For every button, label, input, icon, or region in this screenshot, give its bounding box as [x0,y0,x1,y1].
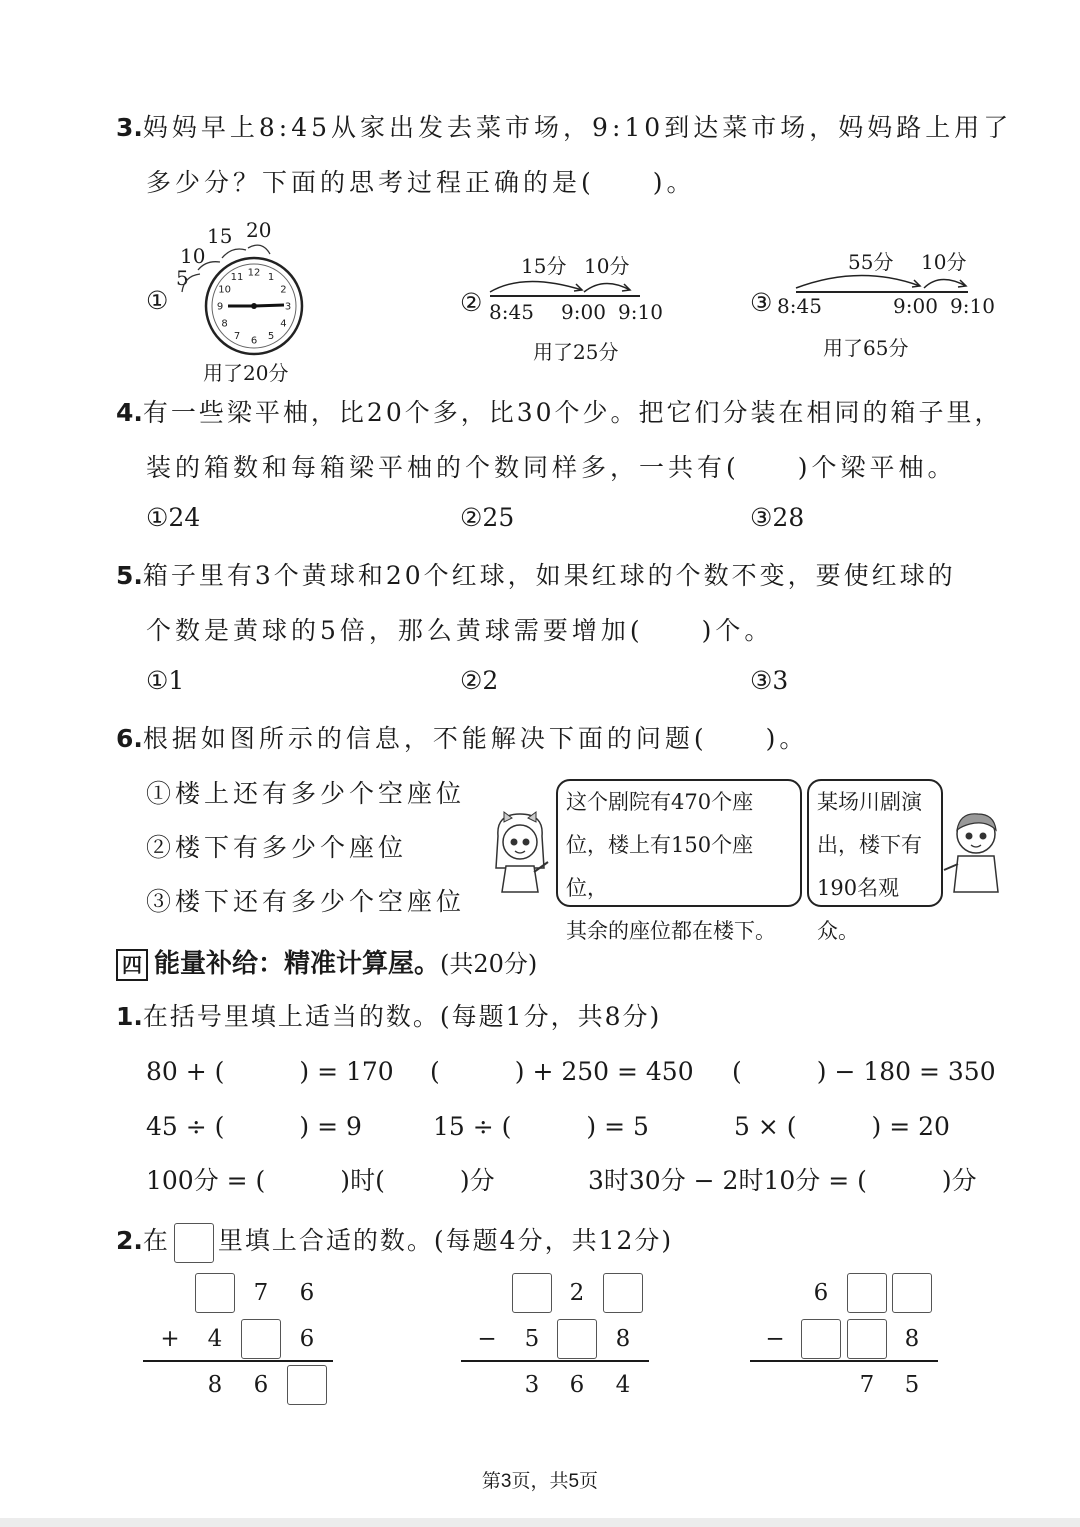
q4-line2: 装的箱数和每箱梁平柚的个数同样多，一共有( )个梁平柚。 [146,453,957,482]
q3-opt3-seg2: 10分 [921,250,967,274]
calc-r2-1: 45 ÷ ( ) = 9 [146,1112,362,1141]
q3-opt2-seg1: 15分 [521,254,567,278]
calc-r1-3: ( ) − 180 = 350 [732,1057,996,1086]
p2-number: 2. [116,1226,143,1255]
q3-line1 [116,108,1012,144]
q5-line1 [116,556,956,592]
calc-r3-1: 100分 = ( )时( )分 [146,1166,495,1195]
q5-text1: 箱子里有3个黄球和20个红球，如果红球的个数不变，要使红球的 [142,561,956,590]
calc-r3-2: 3时30分 − 2时10分 = ( )分 [588,1166,977,1195]
q5-option-3: ③3 [750,666,789,695]
v1-top-ones: 6 [299,1280,315,1306]
q3-opt3-arrows [790,266,980,292]
clock-numeral-9: 9 [216,301,224,313]
q3-opt2-seg2: 10分 [584,254,630,278]
v2-box-mid-tens[interactable] [557,1319,597,1359]
clock-numeral-4: 4 [280,318,287,330]
clock-numeral-11: 11 [230,272,244,284]
q3-opt3-line [796,291,968,293]
v2-res-tens: 6 [569,1372,585,1398]
girl-illustration [488,808,552,898]
q3-opt3-t1: 8:45 [777,294,822,318]
clock-numeral-6: 6 [250,335,258,347]
v3-res-ones: 5 [904,1372,920,1398]
boy-illustration [940,806,1008,894]
v1-mid-ones: 6 [299,1326,315,1352]
v3-box-top-ones[interactable] [892,1273,932,1313]
p2-line [116,1221,673,1263]
q3-opt2-marker: ② [460,288,483,317]
v2-box-top-ones[interactable] [603,1273,643,1313]
clock-numeral-1: 1 [267,272,275,284]
v3-box-top-tens[interactable] [847,1273,887,1313]
q6-number: 6. [116,724,143,753]
clock-numeral-12: 12 [247,267,261,279]
v3-box-mid-tens[interactable] [847,1319,887,1359]
q5-option-1: ①1 [146,666,185,695]
q3-opt3-marker: ③ [750,288,773,317]
q3-opt3-seg1: 55分 [848,250,894,274]
q5-option-2: ②2 [460,666,499,695]
v3-top-hundreds: 6 [813,1280,829,1306]
q3-opt1-label-10: 10 [180,244,206,268]
v1-box-res-ones[interactable] [287,1365,327,1405]
v3-mid-ones: 8 [904,1326,920,1352]
page-bottom-strip [0,1518,1080,1527]
q3-opt1-label-5: 5 [176,266,189,290]
clock-numeral-5: 5 [267,330,275,342]
bubble2-line2: 出，楼下有 [817,833,922,857]
q4-option-3: ③28 [750,503,805,532]
q4-line1 [116,393,1003,429]
v1-operator: + [160,1326,180,1352]
v1-top-tens: 7 [253,1280,269,1306]
q3-opt1-label-15: 15 [207,224,233,248]
v2-mid-hundreds: 5 [524,1326,540,1352]
q3-line2: 多少分？下面的思考过程正确的是( )。 [146,168,696,197]
speech-bubble-theater [556,779,802,943]
p1-text: 在括号里填上适当的数。(每题1分，共8分) [142,1002,662,1031]
section4-badge: 四 [116,949,148,981]
p2-text-b: 里填上合适的数。(每题4分，共12分) [217,1226,674,1255]
v2-box-top-hundreds[interactable] [512,1273,552,1313]
bubble2-line1: 某场川剧演 [817,790,922,814]
p2-text-a: 在 [142,1226,170,1255]
q4-option-1: ①24 [146,503,201,532]
clock-numeral-8: 8 [221,318,228,330]
q3-opt1-marker: ① [146,286,169,315]
q6-option-2: ②楼下有多少个座位 [146,833,408,862]
q3-opt1-caption: 用了20分 [203,361,289,385]
q3-opt2-line [490,295,640,297]
v1-rule [143,1360,333,1362]
clock-numeral-7: 7 [233,330,241,342]
p1-line [116,997,661,1033]
v2-res-ones: 4 [615,1372,631,1398]
v3-operator: − [765,1326,785,1352]
q3-opt2-t3: 9:10 [618,300,663,324]
q3-clock-figure [170,230,320,360]
section4-title: 能量补给：精准计算屋。 [154,949,441,979]
q3-opt3-caption: 用了65分 [823,336,909,360]
v1-res-hundreds: 8 [207,1372,223,1398]
q3-opt2-caption: 用了25分 [533,340,619,364]
v1-mid-hundreds: 4 [207,1326,223,1352]
page-footer: 第3页，共5页 [481,1471,599,1492]
p2-inline-box [174,1223,214,1263]
v1-box-mid-tens[interactable] [241,1319,281,1359]
v2-mid-ones: 8 [615,1326,631,1352]
q5-line2: 个数是黄球的5倍，那么黄球需要增加( )个。 [146,616,774,645]
bubble1-line1: 这个剧院有470个座 [566,790,754,814]
speech-bubble-audience [807,779,943,943]
clock-numeral-3: 3 [284,301,292,313]
q3-opt3-t2: 9:00 [893,294,938,318]
bubble2-line3: 190名观众。 [817,876,900,943]
q3-text1: 妈妈早上8:45从家出发去菜市场，9:10到达菜市场，妈妈路上用了 [142,113,1013,142]
bubble1-line3: 其余的座位都在楼下。 [566,919,776,943]
arc-10 [198,262,220,270]
v2-rule [461,1360,649,1362]
q4-option-2: ②25 [460,503,515,532]
clock-numeral-2: 2 [280,284,287,296]
q6-line1 [116,719,808,755]
clock-numeral-10: 10 [218,284,231,296]
v1-res-tens: 6 [253,1372,269,1398]
q6-text1: 根据如图所示的信息，不能解决下面的问题( )。 [142,724,809,753]
section4-header [116,943,537,981]
v3-res-tens: 7 [859,1372,875,1398]
v2-operator: − [477,1326,497,1352]
v2-res-hundreds: 3 [524,1372,540,1398]
q3-opt2-arrows [484,270,644,296]
clock-minute-hand [254,305,284,306]
calc-r1-2: ( ) + 250 = 450 [430,1057,694,1086]
arc-20 [248,245,270,254]
q3-opt1-label-20: 20 [246,218,272,242]
q5-number: 5. [116,561,143,590]
arc-15 [222,249,246,258]
q6-option-1: ①楼上还有多少个空座位 [146,779,466,808]
q4-text1: 有一些梁平柚，比20个多，比30个少。把它们分装在相同的箱子里， [142,398,1003,427]
q6-option-3: ③楼下还有多少个空座位 [146,887,466,916]
v1-box-top-hundreds[interactable] [195,1273,235,1313]
q4-number: 4. [116,398,143,427]
calc-r1-1: 80 + ( ) = 170 [146,1057,394,1086]
calc-r2-3: 5 × ( ) = 20 [734,1112,950,1141]
q3-number: 3. [116,113,143,142]
v3-rule [750,1360,938,1362]
arc-5 [182,274,200,292]
v3-box-mid-hundreds[interactable] [801,1319,841,1359]
v2-top-tens: 2 [569,1280,585,1306]
q3-opt2-t2: 9:00 [561,300,606,324]
p1-number: 1. [116,1002,143,1031]
q3-opt3-t3: 9:10 [950,294,995,318]
q3-opt2-t1: 8:45 [489,300,534,324]
section4-score: (共20分) [440,950,538,978]
calc-r2-2: 15 ÷ ( ) = 5 [433,1112,649,1141]
bubble1-line2: 位，楼上有150个座位， [566,833,754,900]
